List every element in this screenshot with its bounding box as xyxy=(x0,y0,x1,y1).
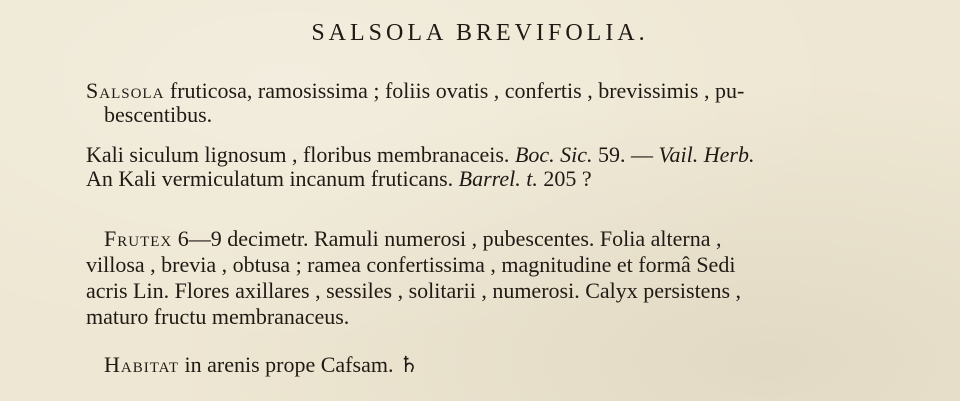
citation: Barrel. t. xyxy=(458,166,538,191)
synonym-text: An Kali vermiculatum incanum fruticans. xyxy=(86,166,459,191)
citation: Vail. Herb. xyxy=(658,142,755,167)
synonym-line-1 xyxy=(86,142,754,168)
citation-page: 59. — xyxy=(592,142,659,167)
description-line-4: maturo fructu membranaceus. xyxy=(86,304,350,329)
citation: Boc. Sic. xyxy=(514,142,593,167)
synonym-line-2 xyxy=(86,166,592,192)
habitat-line xyxy=(104,352,419,378)
description-line-3: acris Lin. Flores axillares , sessiles , solitarii , numerosi. Calyx persistens , xyxy=(86,278,742,303)
description-text: 6—9 decimetr. Ramuli numerosi , pubescentes. Folia alterna , xyxy=(172,226,722,251)
page-title: SALSOLA BREVIFOLIA. xyxy=(311,20,649,46)
diagnosis-line-2: bescentibus. xyxy=(104,102,213,127)
citation-page: 205 ? xyxy=(537,166,592,191)
description-line-2: villosa , brevia , obtusa ; ramea confertissima , magnitudine et formâ Sedi xyxy=(86,252,736,277)
diagnosis-line-1 xyxy=(86,78,744,104)
habitat-heading: Habitat xyxy=(104,352,180,377)
genus-name: Salsola xyxy=(86,78,165,103)
diagnosis-text: fruticosa, ramosissima ; foliis ovatis , confertis , brevissimis , pu- xyxy=(164,78,745,103)
synonym-text: Kali siculum lignosum , floribus membranaceis. xyxy=(86,142,515,167)
description-line-1 xyxy=(104,226,722,252)
habitat-text: in arenis prope Cafsam. ♄ xyxy=(179,352,419,377)
description-heading: Frutex xyxy=(104,226,173,251)
